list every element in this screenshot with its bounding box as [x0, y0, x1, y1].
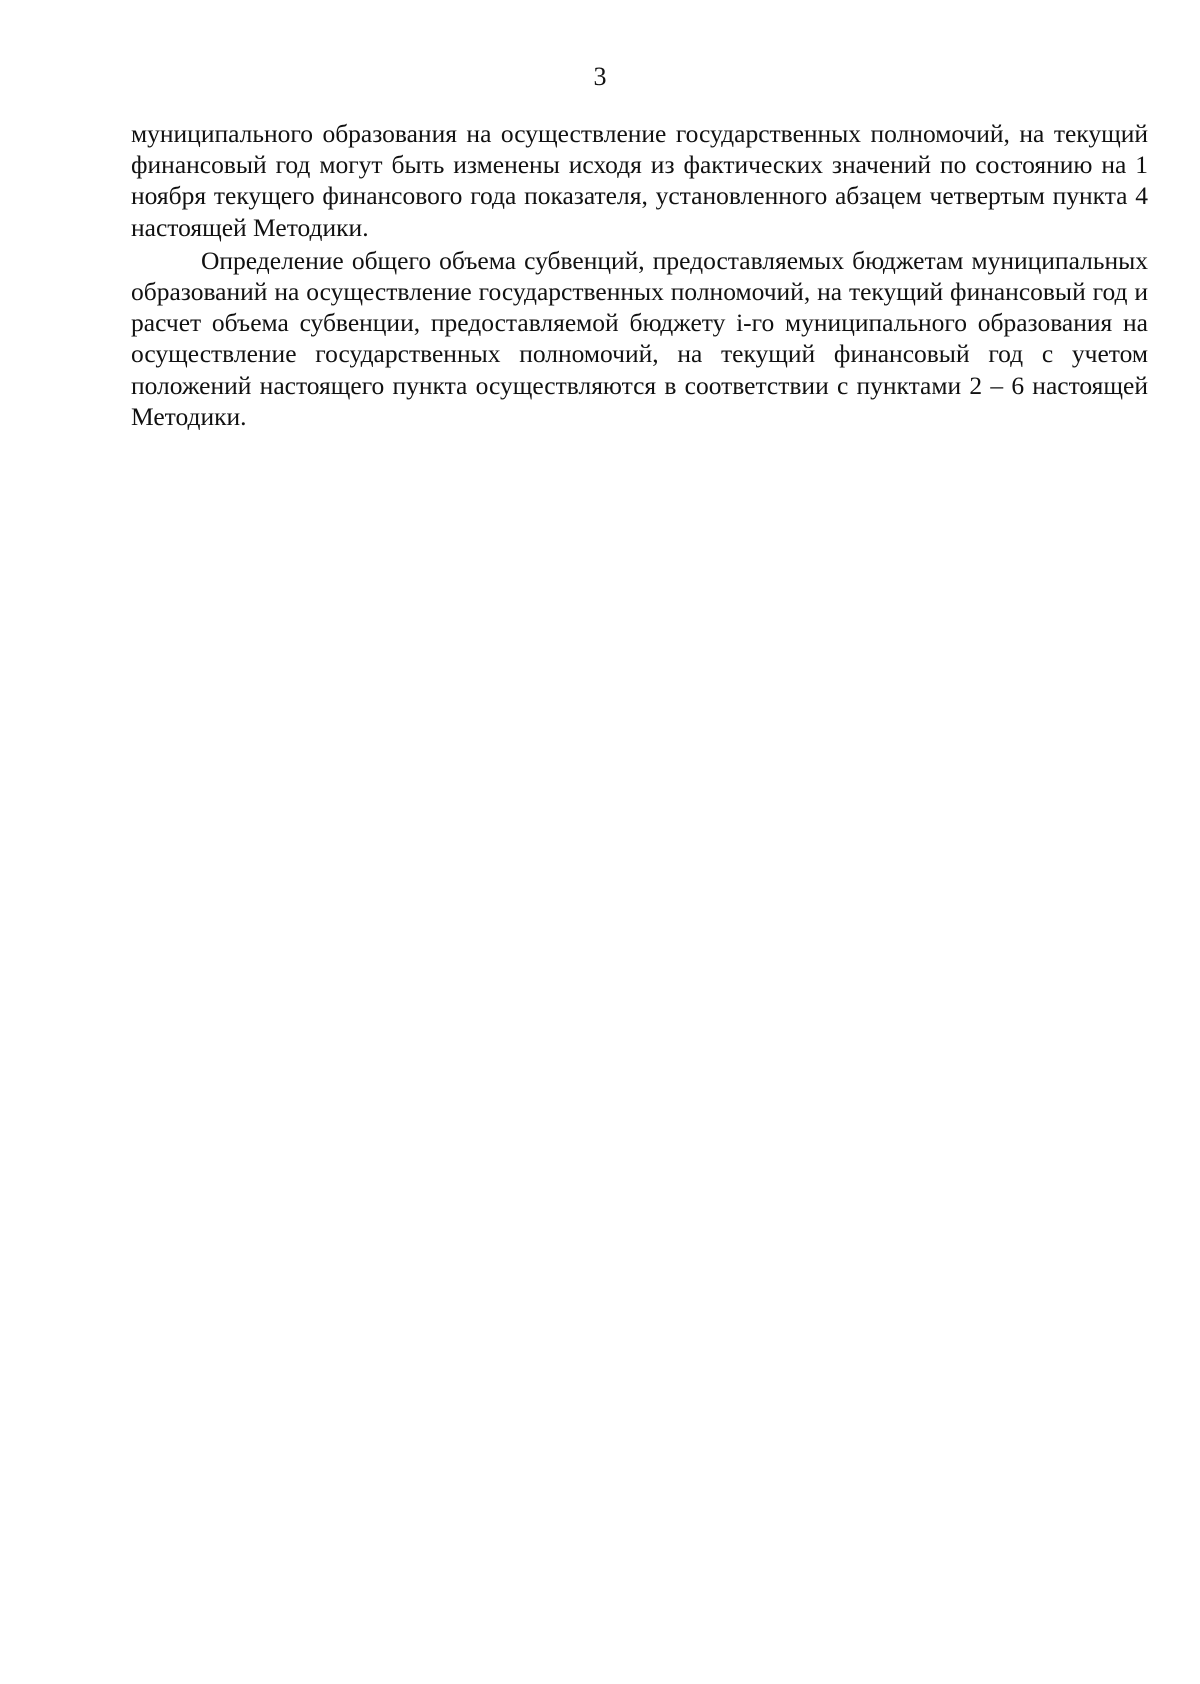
paragraph-subvention-determination: Определение общего объема субвенций, предоставляемых бюджетам муниципальных образований на осуществление государственных полномочий, на текущий финансовый год и расчет объема субвенции, предоставляемой бюджету i-го муниципального образования на осуществление государственных полномочий, на текущий финансовый год с учетом положений настоящего пункта осуществляются в соответствии с пунктами 2 – 6 настоящей Методики.	[131, 245, 1148, 431]
page-number: 3	[593, 62, 607, 91]
document-body	[131, 118, 1148, 432]
paragraph-continuation: муниципального образования на осуществление государственных полномочий, на текущий финансовый год могут быть изменены исходя из фактических значений по состоянию на 1 ноября текущего финансового года показателя, установленного абзацем четвертым пункта 4 настоящей Методики.	[131, 119, 1148, 242]
